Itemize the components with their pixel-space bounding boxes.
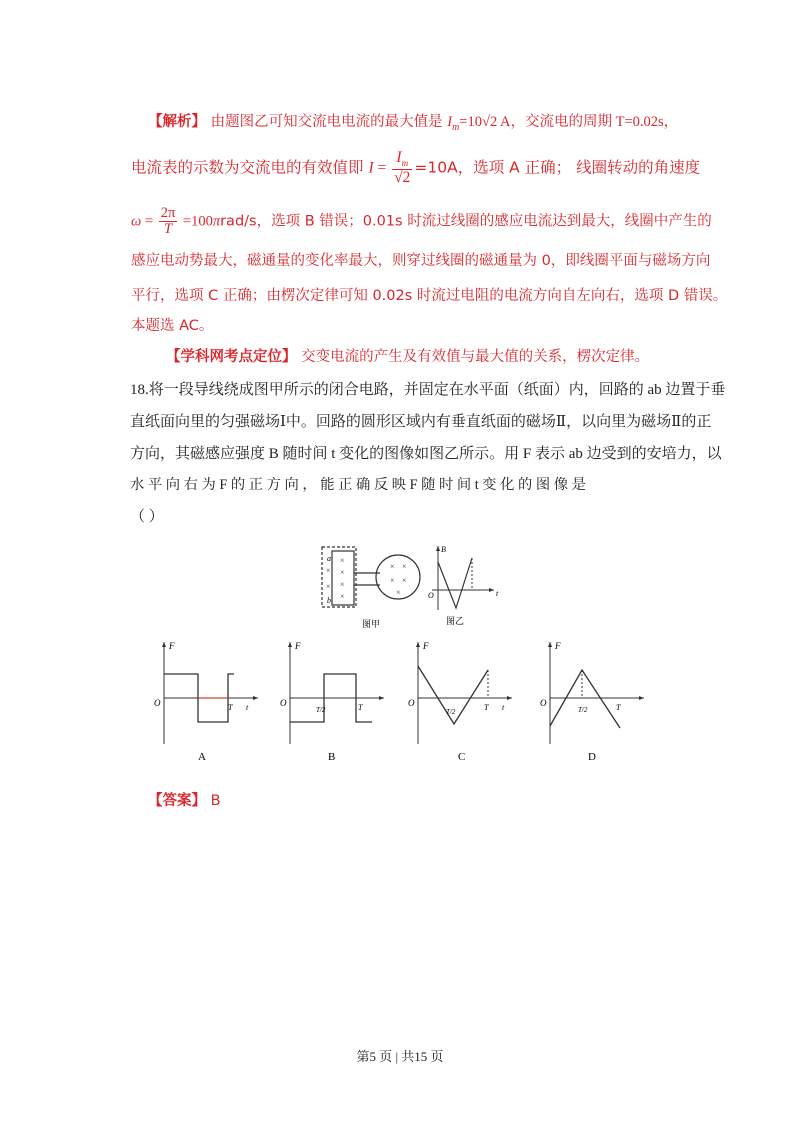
- t-half-label: T/2: [578, 706, 588, 714]
- question-line-2: 直纸面向里的匀强磁场Ⅰ中。回路的圆形区域内有垂直纸面的磁场Ⅱ，以向里为磁场Ⅱ的正: [130, 414, 712, 430]
- t-axis-label: t: [496, 589, 499, 598]
- t-half-label: T/2: [446, 708, 456, 716]
- question-line-1: 18.将一段导线绕成图甲所示的闭合电路，并固定在水平面（纸面）内，回路的 ab 边置于垂: [130, 382, 726, 398]
- cross-mark: ×: [402, 576, 407, 585]
- cross-mark: ×: [396, 588, 401, 597]
- cross-mark: ×: [402, 562, 407, 571]
- page-footer: 第5 页 | 共15 页: [356, 1049, 444, 1064]
- option-a-graph: [150, 636, 262, 766]
- answer-tag: 【答案】: [148, 793, 206, 809]
- t-label: T: [358, 703, 363, 712]
- option-b-label: B: [328, 751, 336, 763]
- t-half-label: T/2: [316, 706, 326, 714]
- fraction-im-sqrt2: $\frac{I_m}{√2}$: [394, 149, 411, 186]
- origin-label: O: [154, 698, 161, 708]
- label-b: b: [327, 596, 331, 605]
- option-c-graph: [404, 636, 516, 766]
- option-b-graph: [276, 636, 388, 766]
- cross-mark: ×: [340, 592, 345, 601]
- t-axis-label: t: [246, 703, 249, 712]
- origin-label: O: [280, 698, 287, 708]
- f-axis-label: F: [169, 641, 175, 651]
- t-label: T: [228, 703, 233, 712]
- f-axis-label: F: [555, 641, 561, 651]
- label-a: a: [327, 554, 331, 563]
- question-line-3: 方向，其磁感应强度 B 随时间 t 变化的图像如图乙所示。用 F 表示 ab 边受到的安培力，以: [130, 446, 722, 462]
- key-point-line: 【学科网考点定位】 交变电流的产生及有效值与最大值的关系，楞次定律。: [166, 349, 650, 365]
- figure-b-t-graph: [424, 540, 504, 632]
- analysis-line-1: 【解析】 由题图乙可知交流电电流的最大值是 $I_m=10√2$ A，交流电的周期 T=0.02s，: [148, 114, 679, 133]
- t-axis-label: t: [502, 703, 505, 712]
- answer-line: [148, 789, 221, 810]
- analysis-line-2: 电流表的示数为交流电的有效值即 I = $\frac{I_m}{√2}$ =10A，选项 A 正确； 线圈转动的角速度: [131, 149, 701, 186]
- analysis-line-3: ω = $\frac{2\pi}{T}$ =100πrad/s，选项 B 错误；0.01s 时流过线圈的感应电流达到最大，线圈中产生的: [131, 205, 712, 238]
- fig1-caption: 图甲: [362, 619, 381, 629]
- analysis-tag: 【解析】: [148, 114, 206, 130]
- question-line-5: （ ）: [130, 509, 164, 525]
- analysis-line-5: 平行，选项 C 正确；由楞次定律可知 0.02s 时流过电阻的电流方向自左向右，选项 D 错误。: [131, 288, 728, 304]
- t-label: T: [484, 703, 489, 712]
- cross-mark: ×: [326, 566, 331, 575]
- analysis-line-4: 感应电动势最大，磁通量的变化率最大，则穿过线圈的磁通量为 0，即线圈平面与磁场方向: [131, 253, 711, 269]
- answer-value: B: [210, 793, 221, 809]
- cross-mark: ×: [340, 568, 345, 577]
- analysis-line-6: 本题选 AC。: [131, 318, 214, 334]
- t-label: T: [616, 703, 621, 712]
- question-line-4: 水 平 向 右 为 F 的 正 方 向 ， 能 正 确 反 映 F 随 时 间 t 变 化 的 图 像 是: [130, 477, 586, 493]
- cross-mark: ×: [326, 582, 331, 591]
- figure-circuit: [318, 543, 428, 633]
- origin-label: O: [540, 698, 547, 708]
- cross-mark: ×: [340, 580, 345, 589]
- cross-mark: ×: [390, 576, 395, 585]
- option-c-label: C: [458, 751, 466, 763]
- f-axis-label: F: [295, 641, 301, 651]
- f-axis-label: F: [423, 641, 429, 651]
- option-d-graph: [536, 636, 648, 766]
- cross-mark: ×: [390, 562, 395, 571]
- origin-label: O: [408, 698, 415, 708]
- b-axis-label: B: [441, 545, 446, 554]
- key-point-tag: 【学科网考点定位】: [166, 349, 297, 365]
- fraction-2pi-T: $\frac{2\pi}{T}$: [160, 205, 176, 238]
- cross-mark: ×: [340, 556, 345, 565]
- option-d-label: D: [588, 751, 596, 763]
- fig2-caption: 图乙: [446, 616, 465, 626]
- option-a-label: A: [198, 751, 206, 763]
- origin-label: O: [428, 591, 434, 600]
